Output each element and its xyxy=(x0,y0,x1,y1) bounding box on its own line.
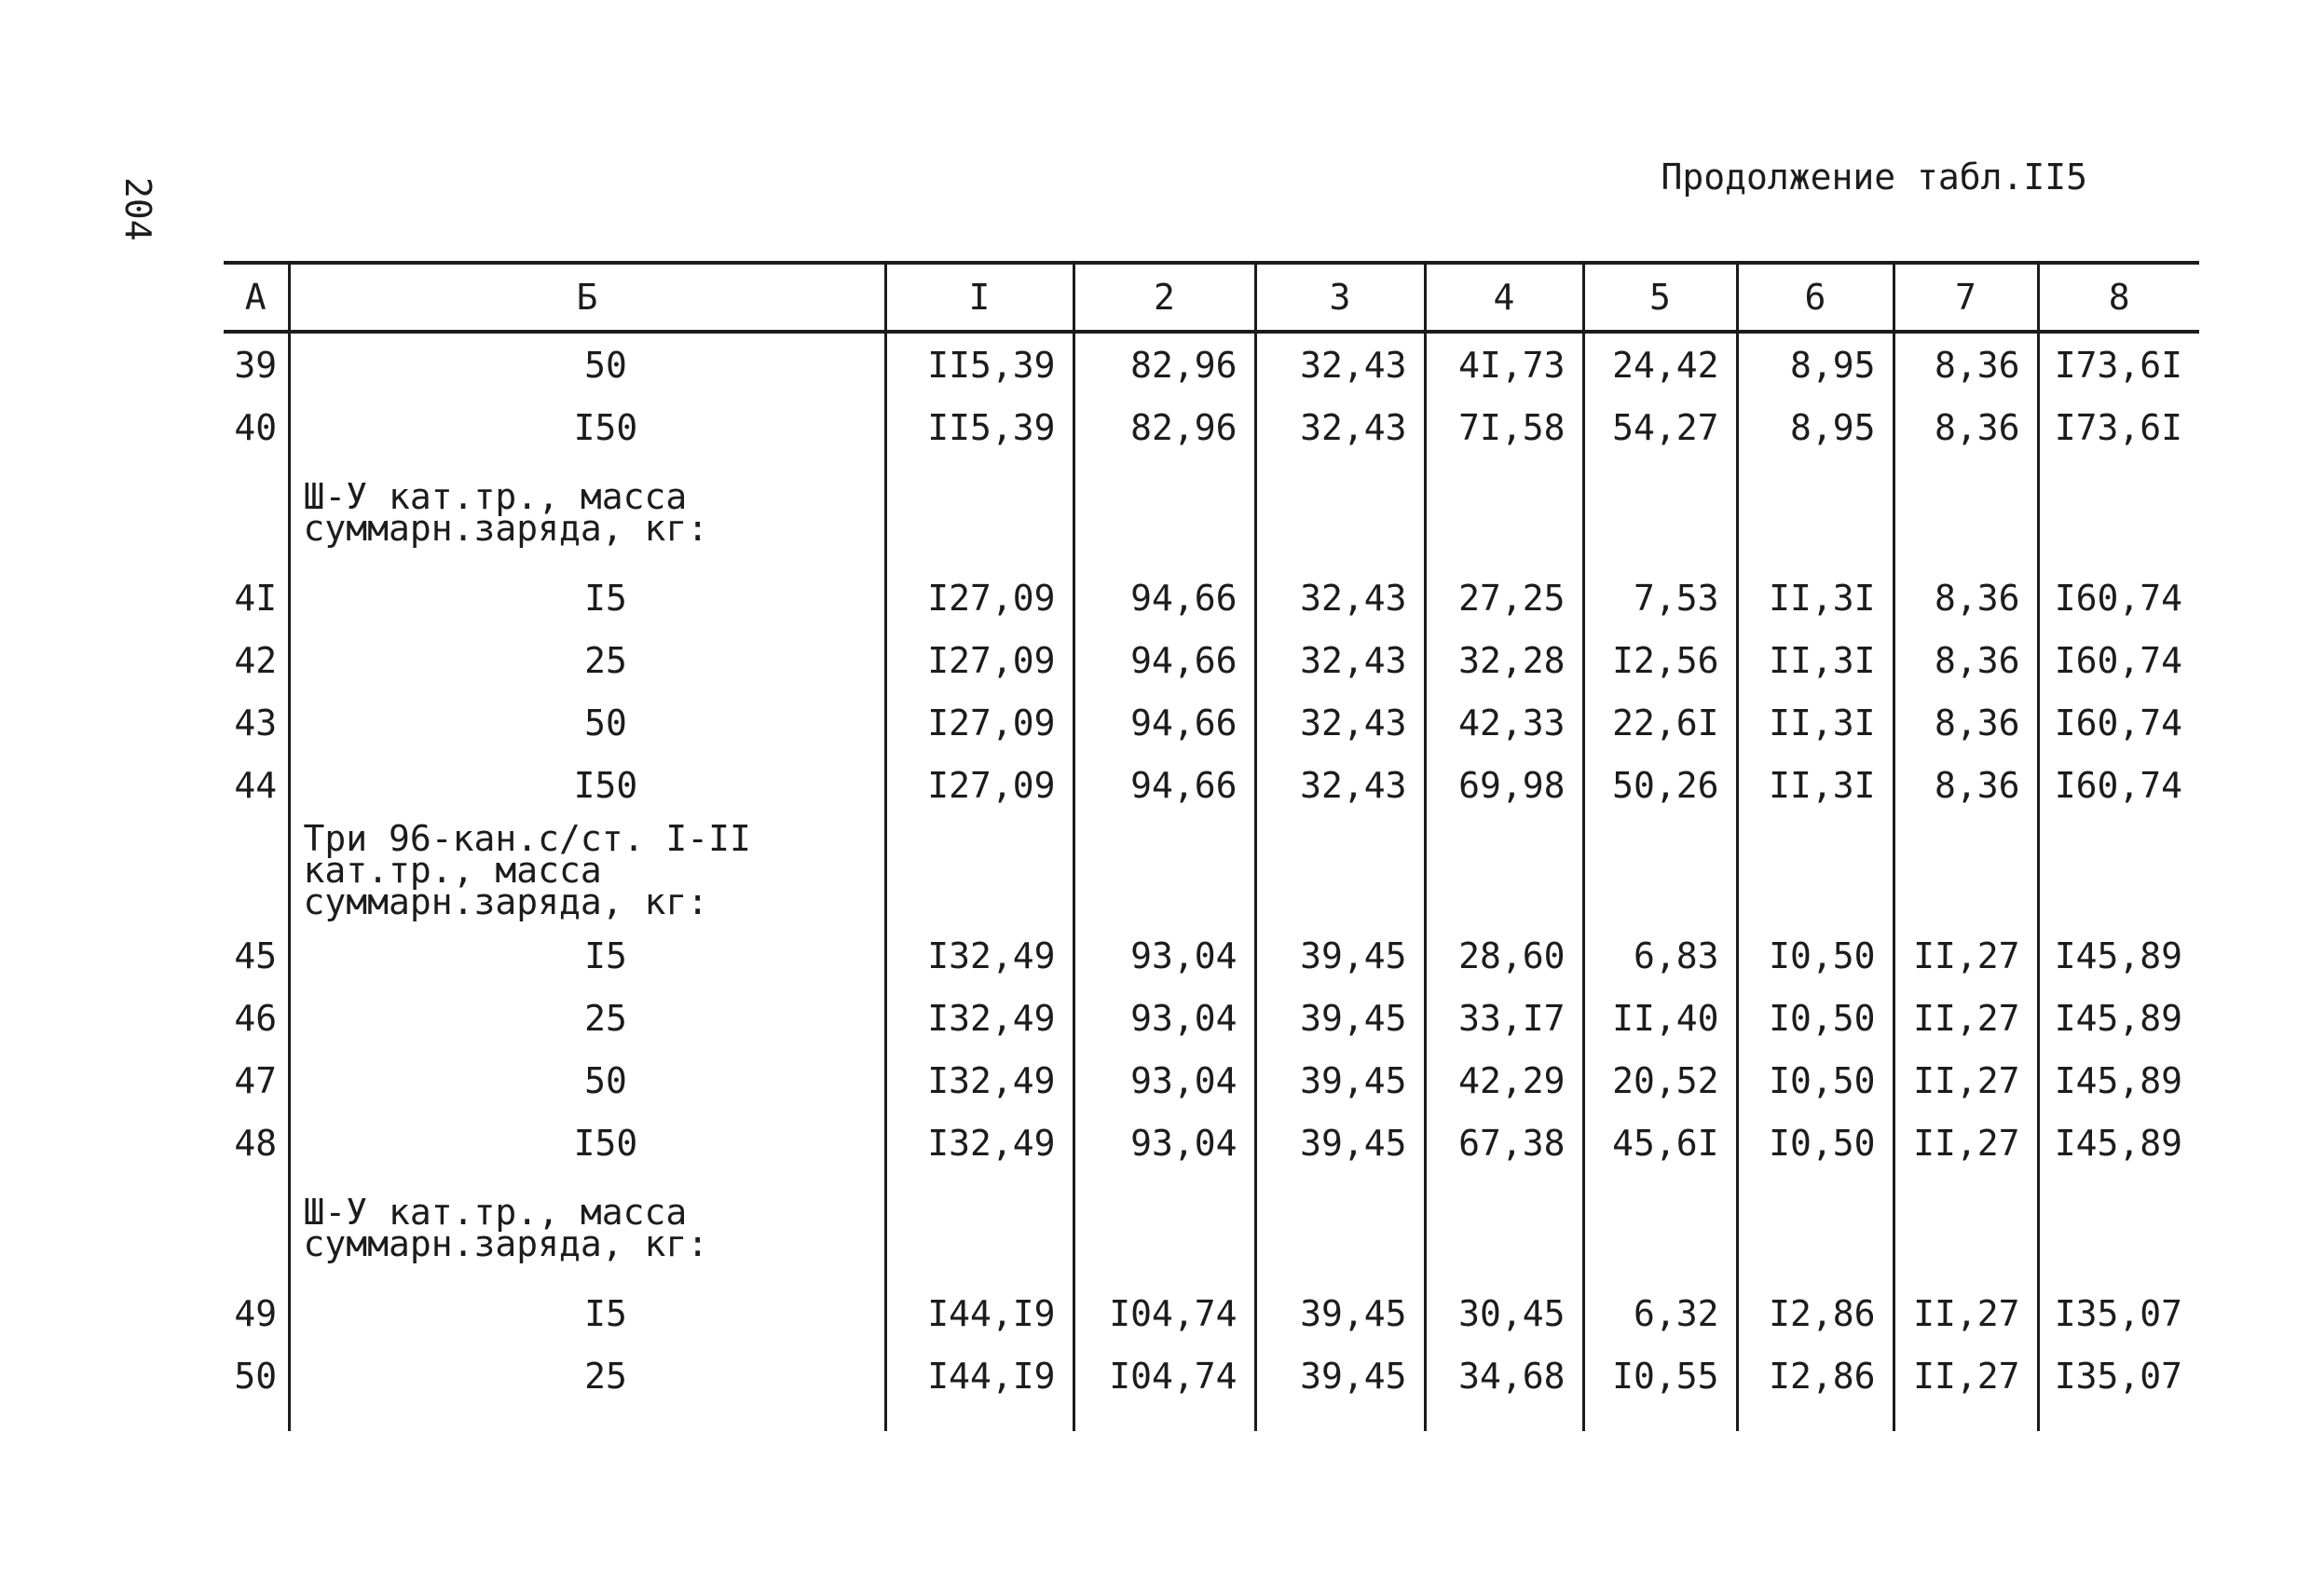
value-cell: II,27 xyxy=(1894,924,2038,987)
charge-mass-cell: 50 xyxy=(289,332,885,396)
value-cell: 32,43 xyxy=(1255,332,1425,396)
tail-cell xyxy=(1894,1407,2038,1431)
column-header-8: 8 xyxy=(2038,263,2199,332)
section-cell-empty xyxy=(1583,458,1737,566)
value-cell: II,3I xyxy=(1737,566,1894,629)
value-cell: 8,95 xyxy=(1737,332,1894,396)
value-cell: 69,98 xyxy=(1425,754,1583,816)
row-number-cell: 45 xyxy=(234,934,278,976)
section-cell-empty xyxy=(2038,816,2199,924)
section-cell-empty xyxy=(2038,1174,2199,1282)
section-cell-empty xyxy=(1255,458,1425,566)
value-cell: I32,49 xyxy=(885,1112,1073,1174)
column-header-7: 7 xyxy=(1894,263,2038,332)
value-cell: I45,89 xyxy=(2038,987,2199,1049)
tail-cell xyxy=(1425,1407,1583,1431)
section-cell-a xyxy=(224,816,289,924)
section-cell-empty xyxy=(2038,458,2199,566)
value-cell: 28,60 xyxy=(1425,924,1583,987)
section-cell-empty xyxy=(885,1174,1073,1282)
section-cell-empty xyxy=(885,816,1073,924)
value-cell: 94,66 xyxy=(1073,691,1255,754)
header-row xyxy=(224,263,2199,332)
tail-cell xyxy=(885,1407,1073,1431)
value-cell: 50,26 xyxy=(1583,754,1737,816)
row-number-cell: 4I xyxy=(234,577,278,619)
table-row xyxy=(224,629,2199,691)
value-cell: 32,43 xyxy=(1255,691,1425,754)
value-cell: II5,39 xyxy=(885,396,1073,458)
section-label: Три 96-кан.с/ст. I-II кат.тр., масса суммарн.заряда, кг: xyxy=(289,816,885,924)
table-row xyxy=(224,566,2199,629)
tail-cell xyxy=(1073,1407,1255,1431)
value-cell: 39,45 xyxy=(1255,1282,1425,1344)
value-cell: 20,52 xyxy=(1583,1049,1737,1112)
value-cell: 93,04 xyxy=(1073,1049,1255,1112)
section-cell-empty xyxy=(1073,816,1255,924)
value-cell: 8,36 xyxy=(1894,691,2038,754)
value-cell: 45,6I xyxy=(1583,1112,1737,1174)
charge-mass-cell: I5 xyxy=(289,566,885,629)
row-number-cell: 48 xyxy=(234,1122,278,1164)
value-cell: 39,45 xyxy=(1255,987,1425,1049)
table-body xyxy=(224,332,2199,1431)
value-cell: 54,27 xyxy=(1583,396,1737,458)
section-cell-empty xyxy=(1737,816,1894,924)
value-cell: 42,29 xyxy=(1425,1049,1583,1112)
value-cell: 93,04 xyxy=(1073,924,1255,987)
value-cell: I2,86 xyxy=(1737,1282,1894,1344)
value-cell: I45,89 xyxy=(2038,1112,2199,1174)
value-cell: 32,28 xyxy=(1425,629,1583,691)
value-cell: I73,6I xyxy=(2038,332,2199,396)
value-cell: I0,55 xyxy=(1583,1344,1737,1407)
row-number-cell: 47 xyxy=(234,1059,278,1101)
value-cell: 8,95 xyxy=(1737,396,1894,458)
section-cell-a xyxy=(224,1174,289,1282)
table-tail-row xyxy=(224,1407,2199,1431)
page-number: 204 xyxy=(117,177,158,241)
value-cell: I45,89 xyxy=(2038,1049,2199,1112)
value-cell: II,27 xyxy=(1894,1344,2038,1407)
value-cell: I44,I9 xyxy=(885,1282,1073,1344)
value-cell: I32,49 xyxy=(885,987,1073,1049)
value-cell: I60,74 xyxy=(2038,629,2199,691)
section-cell-empty xyxy=(1737,458,1894,566)
value-cell: 33,I7 xyxy=(1425,987,1583,1049)
value-cell: I44,I9 xyxy=(885,1344,1073,1407)
value-cell: II,3I xyxy=(1737,754,1894,816)
charge-mass-cell: I50 xyxy=(289,396,885,458)
table-row xyxy=(224,332,2199,396)
column-header-5: 5 xyxy=(1583,263,1737,332)
value-cell: 32,43 xyxy=(1255,396,1425,458)
value-cell: I35,07 xyxy=(2038,1282,2199,1344)
value-cell: 32,43 xyxy=(1255,754,1425,816)
value-cell: 39,45 xyxy=(1255,1112,1425,1174)
value-cell: 67,38 xyxy=(1425,1112,1583,1174)
section-row xyxy=(224,458,2199,566)
value-cell: I2,86 xyxy=(1737,1344,1894,1407)
section-row xyxy=(224,1174,2199,1282)
table-row xyxy=(224,987,2199,1049)
row-number-cell: 49 xyxy=(234,1292,278,1334)
table-row xyxy=(224,1112,2199,1174)
value-cell: 82,96 xyxy=(1073,332,1255,396)
value-cell: 94,66 xyxy=(1073,566,1255,629)
column-header-2: 2 xyxy=(1073,263,1255,332)
charge-mass-cell: 25 xyxy=(289,1344,885,1407)
section-cell-empty xyxy=(1583,1174,1737,1282)
value-cell: II,40 xyxy=(1583,987,1737,1049)
section-cell-empty xyxy=(1894,816,2038,924)
table-continuation-caption: Продолжение табл.II5 xyxy=(1661,157,2087,198)
section-cell-empty xyxy=(1255,1174,1425,1282)
value-cell: I27,09 xyxy=(885,754,1073,816)
section-cell-empty xyxy=(1737,1174,1894,1282)
section-cell-empty xyxy=(1425,816,1583,924)
value-cell: 82,96 xyxy=(1073,396,1255,458)
charge-mass-cell: 25 xyxy=(289,629,885,691)
section-cell-empty xyxy=(1425,458,1583,566)
charge-mass-cell: I50 xyxy=(289,1112,885,1174)
value-cell: II,27 xyxy=(1894,1282,2038,1344)
section-cell-empty xyxy=(1073,1174,1255,1282)
value-cell: I73,6I xyxy=(2038,396,2199,458)
value-cell: 8,36 xyxy=(1894,396,2038,458)
value-cell: 39,45 xyxy=(1255,1344,1425,1407)
row-number-cell: 40 xyxy=(234,406,278,448)
value-cell: 32,43 xyxy=(1255,566,1425,629)
row-number-cell: 44 xyxy=(234,764,278,806)
section-cell-empty xyxy=(1073,458,1255,566)
charge-mass-cell: 25 xyxy=(289,987,885,1049)
value-cell: 30,45 xyxy=(1425,1282,1583,1344)
value-cell: I60,74 xyxy=(2038,691,2199,754)
column-header-b: Б xyxy=(289,263,885,332)
table-row xyxy=(224,396,2199,458)
value-cell: I27,09 xyxy=(885,691,1073,754)
charge-mass-cell: 50 xyxy=(289,691,885,754)
tail-cell xyxy=(1737,1407,1894,1431)
section-cell-empty xyxy=(1894,458,2038,566)
value-cell: II,3I xyxy=(1737,629,1894,691)
value-cell: I0,50 xyxy=(1737,1049,1894,1112)
value-cell: I32,49 xyxy=(885,924,1073,987)
value-cell: 27,25 xyxy=(1425,566,1583,629)
section-cell-empty xyxy=(885,458,1073,566)
value-cell: 39,45 xyxy=(1255,924,1425,987)
value-cell: 6,83 xyxy=(1583,924,1737,987)
value-cell: I60,74 xyxy=(2038,566,2199,629)
table-row xyxy=(224,1049,2199,1112)
row-number-cell: 46 xyxy=(234,997,278,1039)
charge-mass-cell: 50 xyxy=(289,1049,885,1112)
tail-cell xyxy=(1255,1407,1425,1431)
value-cell: I0,50 xyxy=(1737,987,1894,1049)
value-cell: 7I,58 xyxy=(1425,396,1583,458)
section-cell-empty xyxy=(1425,1174,1583,1282)
table-row xyxy=(224,754,2199,816)
value-cell: I35,07 xyxy=(2038,1344,2199,1407)
value-cell: 22,6I xyxy=(1583,691,1737,754)
value-cell: II,3I xyxy=(1737,691,1894,754)
value-cell: II,27 xyxy=(1894,987,2038,1049)
tail-cell xyxy=(2038,1407,2199,1431)
value-cell: 8,36 xyxy=(1894,566,2038,629)
row-number-cell: 39 xyxy=(234,344,278,386)
column-header-3: 3 xyxy=(1255,263,1425,332)
row-number-cell: 50 xyxy=(234,1355,278,1397)
charge-mass-cell: I5 xyxy=(289,1282,885,1344)
data-table xyxy=(224,261,2199,1431)
value-cell: I27,09 xyxy=(885,629,1073,691)
value-cell: I32,49 xyxy=(885,1049,1073,1112)
value-cell: 24,42 xyxy=(1583,332,1737,396)
value-cell: I04,74 xyxy=(1073,1282,1255,1344)
value-cell: 94,66 xyxy=(1073,629,1255,691)
section-cell-empty xyxy=(1583,816,1737,924)
section-label: Ш-У кат.тр., масса суммарн.заряда, кг: xyxy=(289,458,885,566)
value-cell: II5,39 xyxy=(885,332,1073,396)
value-cell: 34,68 xyxy=(1425,1344,1583,1407)
column-header-6: 6 xyxy=(1737,263,1894,332)
value-cell: I0,50 xyxy=(1737,1112,1894,1174)
value-cell: I04,74 xyxy=(1073,1344,1255,1407)
section-row xyxy=(224,816,2199,924)
table-row xyxy=(224,924,2199,987)
section-cell-empty xyxy=(1255,816,1425,924)
value-cell: 4I,73 xyxy=(1425,332,1583,396)
tail-cell xyxy=(1583,1407,1737,1431)
table-row xyxy=(224,1282,2199,1344)
charge-mass-cell: I5 xyxy=(289,924,885,987)
value-cell: 93,04 xyxy=(1073,987,1255,1049)
value-cell: I2,56 xyxy=(1583,629,1737,691)
section-cell-a xyxy=(224,458,289,566)
value-cell: II,27 xyxy=(1894,1112,2038,1174)
column-header-1: I xyxy=(885,263,1073,332)
tail-cell xyxy=(289,1407,885,1431)
value-cell: 7,53 xyxy=(1583,566,1737,629)
section-label: Ш-У кат.тр., масса суммарн.заряда, кг: xyxy=(289,1174,885,1282)
value-cell: 42,33 xyxy=(1425,691,1583,754)
value-cell: II,27 xyxy=(1894,1049,2038,1112)
table-row xyxy=(224,691,2199,754)
value-cell: I0,50 xyxy=(1737,924,1894,987)
value-cell: 8,36 xyxy=(1894,332,2038,396)
value-cell: I27,09 xyxy=(885,566,1073,629)
value-cell: I60,74 xyxy=(2038,754,2199,816)
charge-mass-cell: I50 xyxy=(289,754,885,816)
table-row xyxy=(224,1344,2199,1407)
column-header-a: А xyxy=(224,263,289,332)
value-cell: I45,89 xyxy=(2038,924,2199,987)
value-cell: 8,36 xyxy=(1894,629,2038,691)
value-cell: 93,04 xyxy=(1073,1112,1255,1174)
value-cell: 8,36 xyxy=(1894,754,2038,816)
value-cell: 6,32 xyxy=(1583,1282,1737,1344)
value-cell: 32,43 xyxy=(1255,629,1425,691)
value-cell: 94,66 xyxy=(1073,754,1255,816)
section-cell-empty xyxy=(1894,1174,2038,1282)
row-number-cell: 42 xyxy=(234,639,278,681)
tail-cell xyxy=(224,1407,289,1431)
row-number-cell: 43 xyxy=(234,702,278,743)
column-header-4: 4 xyxy=(1425,263,1583,332)
value-cell: 39,45 xyxy=(1255,1049,1425,1112)
